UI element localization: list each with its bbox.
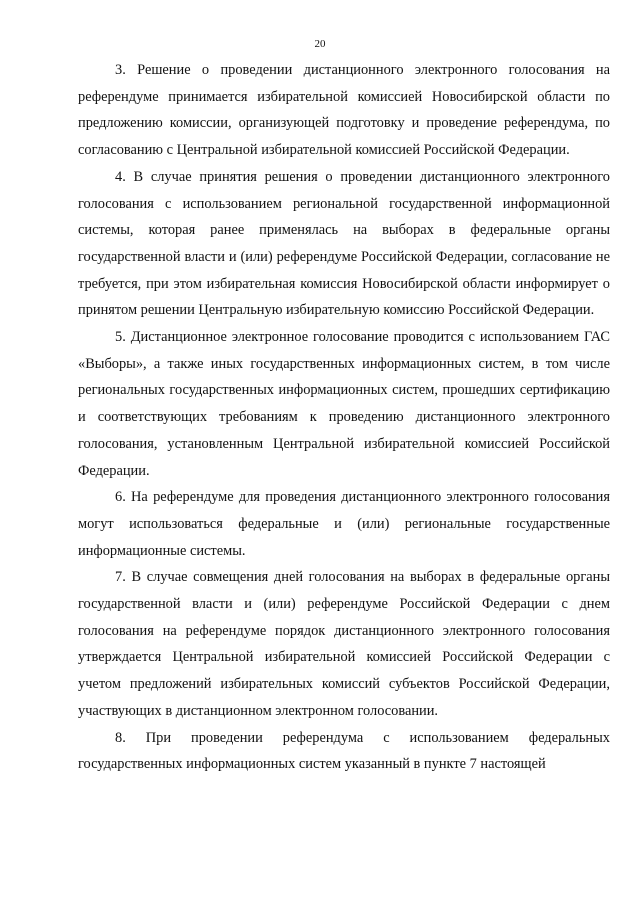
paragraph-4: 4. В случае принятия решения о проведении дистанционного электронного голосования с использованием региональной государственной информационной системы, которая ранее применялась на выборах в федеральные органы государственной власти и (или) референдуме Российской Федерации, согласование не требуется, при этом избирательная комиссия Новосибирской области информирует о принятом решении Центральную избирательную комиссию Российской Федерации. (78, 168, 610, 319)
document-body (78, 57, 610, 778)
paragraph-5: 5. Дистанционное электронное голосование проводится с использованием ГАС «Выборы», а также иных государственных информационных систем, в том числе региональных государственных информационных систем, прошедших сертификацию и соответствующих требованиям к проведению дистанционного электронного голосования, установленным Центральной избирательной комиссией Российской Федерации. (78, 329, 610, 479)
paragraph-6: 6. На референдуме для проведения дистанционного электронного голосования могут использоваться федеральные и (или) региональные государственные информационные системы. (78, 489, 610, 559)
paragraph-8: 8. При проведении референдума с использованием федеральных государственных информационных систем указанный в пункте 7 настоящей (78, 729, 610, 773)
paragraph-7: 7. В случае совмещения дней голосования на выборах в федеральные органы государственной власти и (или) референдуме Российской Федерации с днем голосования на референдуме порядок дистанционного электронного голосования утверждается Центральной избирательной комиссией Российской Федерации с учетом предложений избирательных комиссий субъектов Российской Федерации, участвующих в дистанционном электронном голосовании. (78, 569, 610, 719)
paragraph-3: 3. Решение о проведении дистанционного электронного голосования на референдуме принимается избирательной комиссией Новосибирской области по предложению комиссии, организующей подготовку и проведение референдума, по согласованию с Центральной избирательной комиссией Российской Федерации. (78, 62, 610, 159)
page-number: 20 (314, 38, 326, 50)
